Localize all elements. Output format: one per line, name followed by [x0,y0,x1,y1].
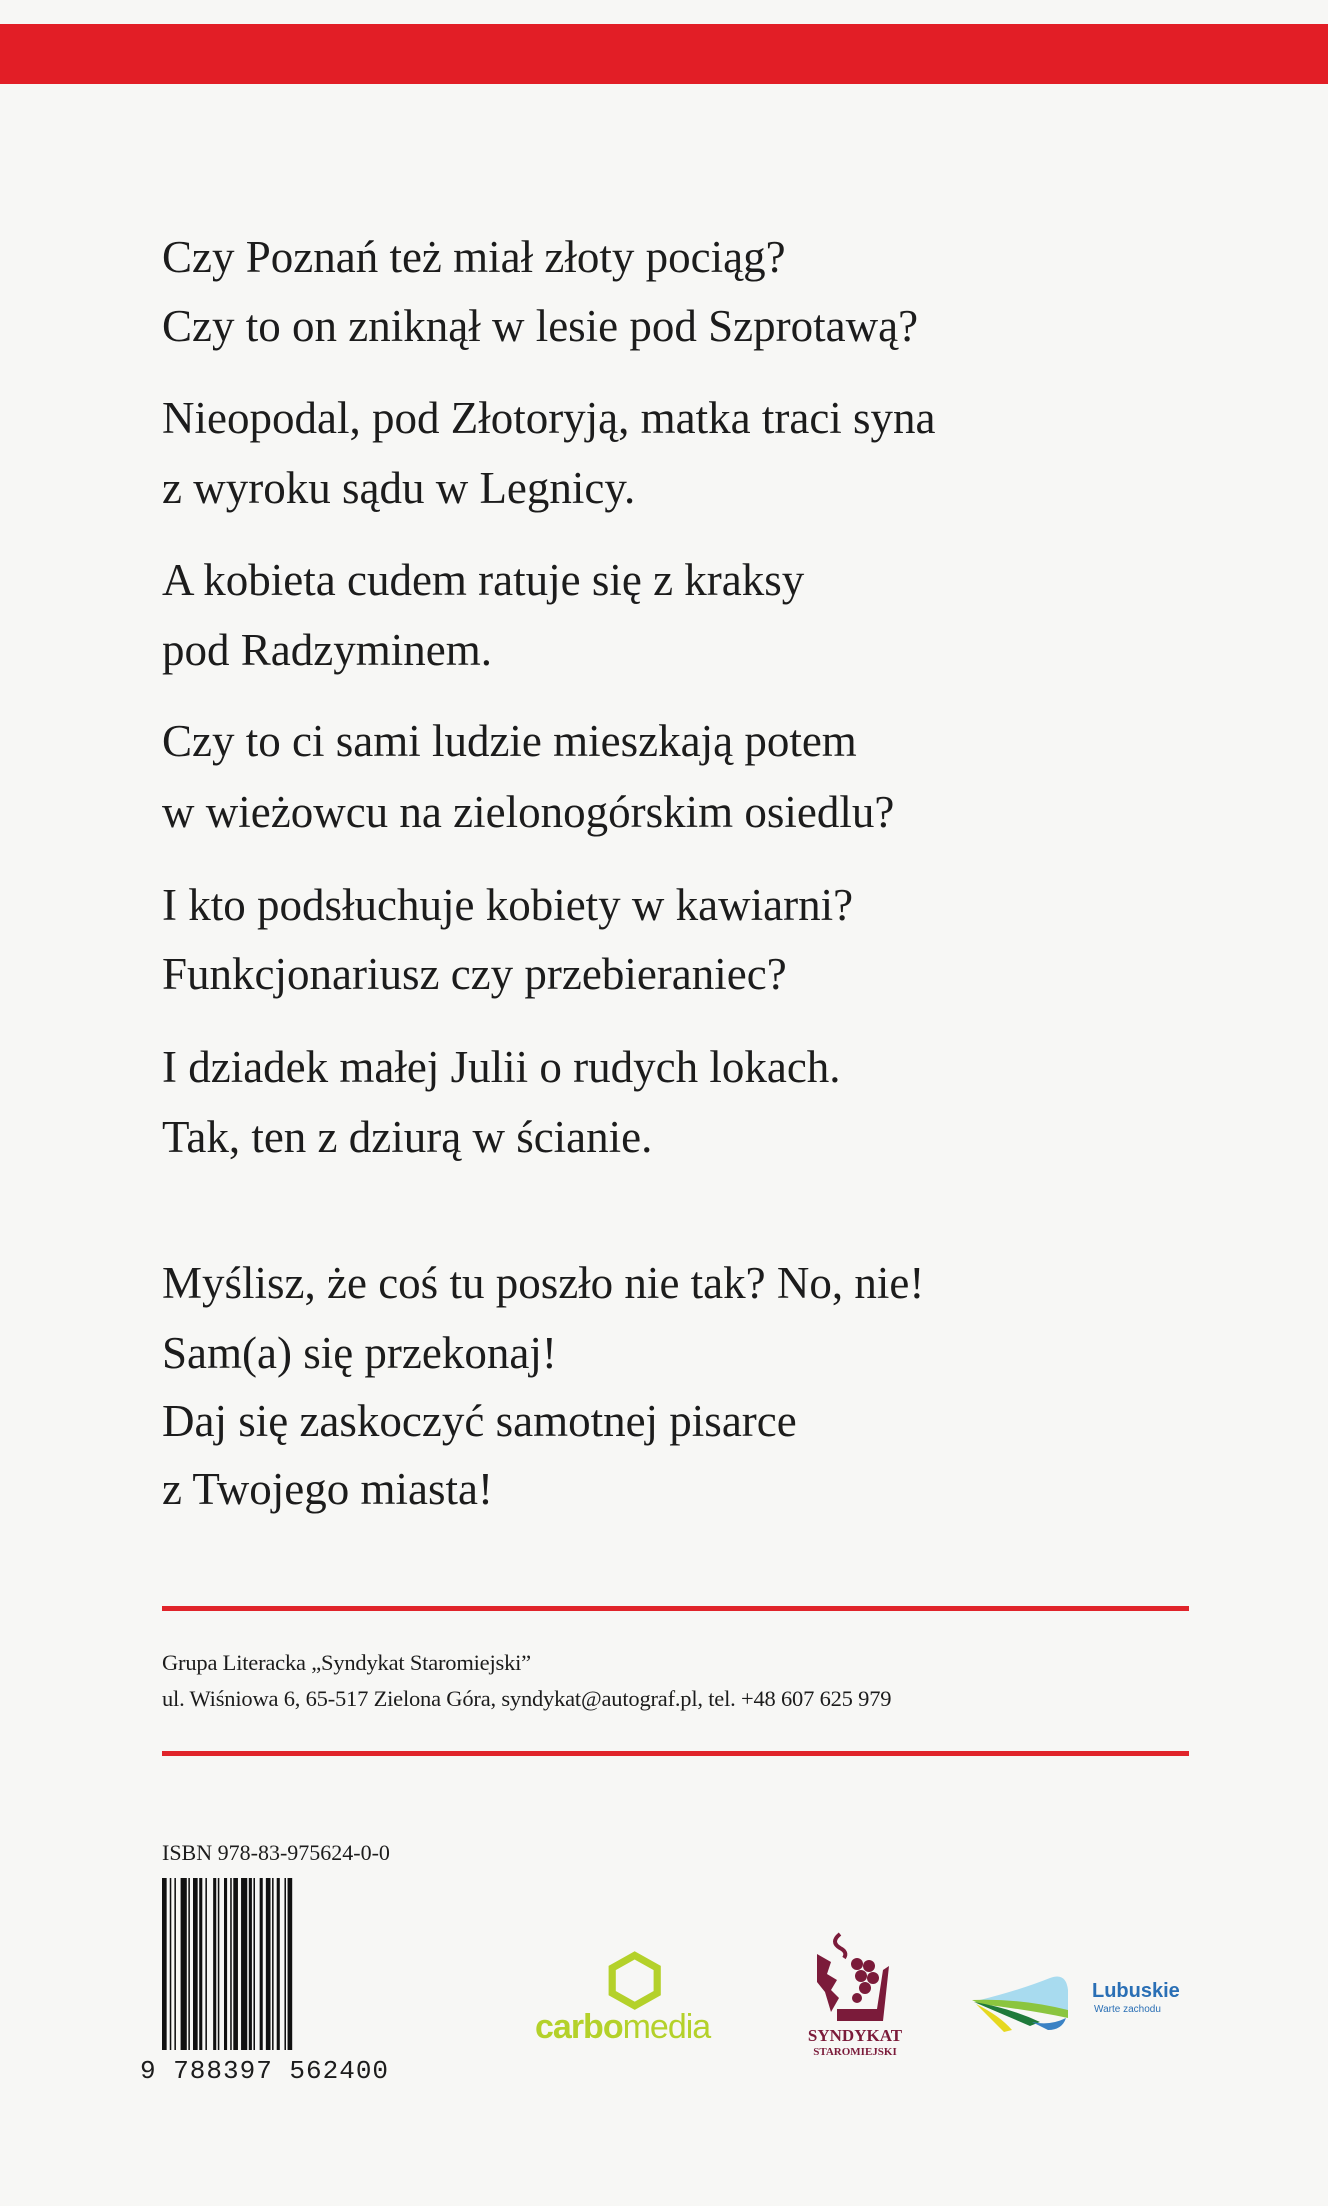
blurb-line: Czy to on zniknął w lesie pod Szprotawą? [162,301,919,351]
syndykat-line2: STAROMIEJSKI [813,2046,897,2058]
publisher-name: Grupa Literacka „Syndykat Staromiejski” [162,1650,531,1675]
barcode-bar [170,1878,172,2050]
carbomedia-bold: carbo [535,2008,623,2046]
grapevine-book-icon [795,1930,915,2025]
hexagon-icon [605,1950,665,2012]
lubuskie-name: Lubuskie [1092,1980,1180,2002]
blurb-line: z Twojego miasta! [162,1464,493,1514]
barcode-bar [241,1878,247,2050]
barcode-bar [162,1878,167,2050]
blurb-line: Daj się zaskoczyć samotnej pisarce [162,1396,797,1446]
barcode-bar [260,1878,263,2050]
carbomedia-light: media [622,2008,711,2046]
blurb-line: I kto podsłuchuje kobiety w kawiarni? [162,880,854,930]
blurb-line: w wieżowcu na zielonogórskim osiedlu? [162,787,895,837]
barcode-bar [199,1878,202,2050]
barcode-bar [253,1878,255,2050]
top-red-band [0,24,1328,84]
barcode-bar [188,1878,190,2050]
blurb-line: Czy Poznań też miał złoty pociąg? [162,232,786,282]
barcode-bar [272,1878,274,2050]
divider-top [162,1606,1189,1611]
barcode-digits: 9 788397 562400 [140,2056,390,2086]
lubuskie-wave-icon [970,1970,1080,2034]
blurb-line: z wyroku sądu w Legnicy. [162,463,636,513]
barcode-bar [205,1878,207,2050]
barcode-bar [218,1878,220,2050]
lubuskie-logo [970,1970,1210,2040]
lubuskie-slogan: Warte zachodu [1094,2004,1161,2015]
barcode-bar [230,1878,232,2050]
blurb-line: Czy to ci sami ludzie mieszkają potem [162,716,857,766]
barcode [162,1878,430,2050]
publisher-address: ul. Wiśniowa 6, 65-517 Zielona Góra, syndykat@autograf.pl, tel. +48 607 625 979 [162,1686,892,1711]
barcode-bar [249,1878,252,2050]
barcode-bar [224,1878,227,2050]
barcode-bar [288,1878,293,2050]
syndykat-line1: SYNDYKAT [807,2026,903,2045]
barcode-bar [233,1878,238,2050]
blurb-line: I dziadek małej Julii o rudych lokach. [162,1042,841,1092]
blurb-line: pod Radzyminem. [162,625,492,675]
blurb-line: Nieopodal, pod Złotoryją, matka traci syna [162,393,936,443]
blurb-line: Tak, ten z dziurą w ścianie. [162,1112,653,1162]
barcode-bar [213,1878,216,2050]
divider-bottom [162,1751,1189,1756]
barcode-bar [266,1878,271,2050]
barcode-bar [174,1878,176,2050]
blurb-line: Sam(a) się przekonaj! [162,1328,557,1378]
isbn-label: ISBN 978-83-975624-0-0 [162,1840,390,1865]
blurb-line: A kobieta cudem ratuje się z kraksy [162,555,805,605]
blurb-line: Funkcjonariusz czy przebieraniec? [162,949,787,999]
barcode-bar [181,1878,187,2050]
barcode-bar [284,1878,286,2050]
carbomedia-logo [535,1950,735,2050]
barcode-bar [277,1878,280,2050]
syndykat-logo [795,1930,915,2065]
barcode-bar [193,1878,198,2050]
blurb-line: Myślisz, że coś tu poszło nie tak? No, nie! [162,1258,925,1308]
